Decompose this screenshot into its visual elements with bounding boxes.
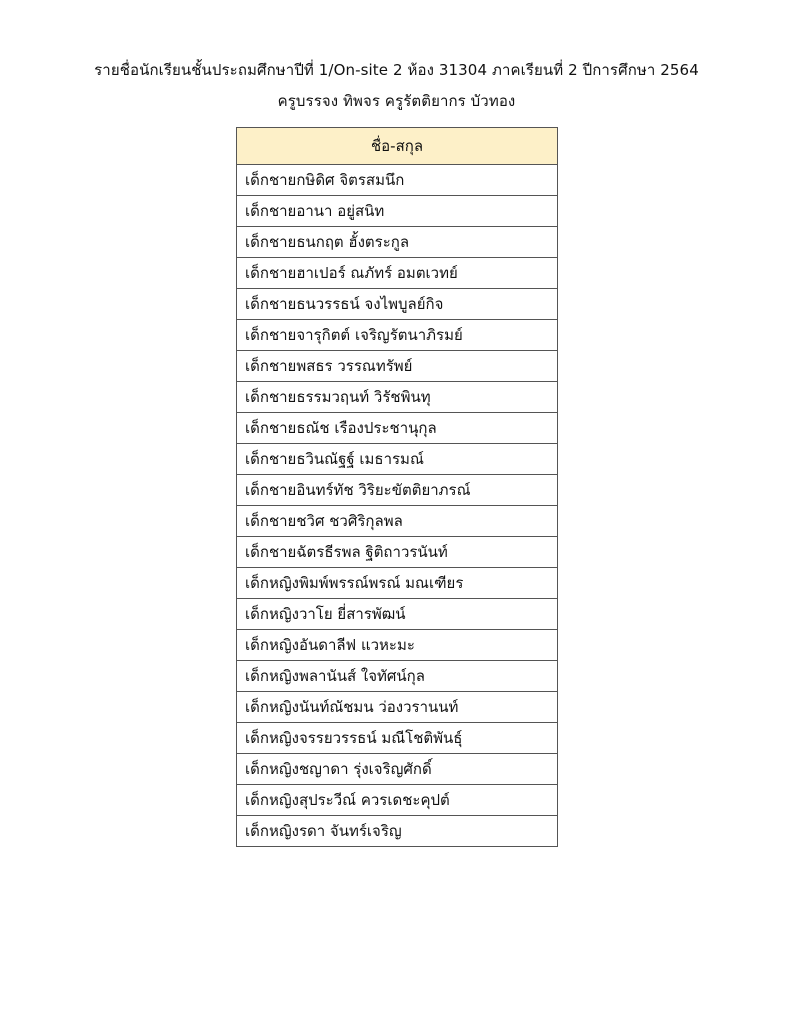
student-name-cell: เด็กหญิงจรรยวรรธน์ มณีโชติพันธุ์ xyxy=(237,723,558,754)
student-name-cell: เด็กหญิงสุประวีณ์ ควรเดชะคุปต์ xyxy=(237,785,558,816)
student-name-cell: เด็กชายฮาเปอร์ ณภัทร์ อมตเวทย์ xyxy=(237,258,558,289)
student-name-cell: เด็กชายพสธร วรรณทรัพย์ xyxy=(237,351,558,382)
table-row xyxy=(237,289,558,320)
student-name-cell: เด็กหญิงพิมพ์พรรณ์พรณ์ มณเฑียร xyxy=(237,568,558,599)
table-row xyxy=(237,816,558,847)
table-row xyxy=(237,320,558,351)
table-row xyxy=(237,537,558,568)
table-row xyxy=(237,227,558,258)
table-row xyxy=(237,196,558,227)
table-header-row xyxy=(237,128,558,165)
table-row xyxy=(237,568,558,599)
student-name-cell: เด็กหญิงนันท์ณัชมน ว่องวรานนท์ xyxy=(237,692,558,723)
student-name-cell: เด็กชายจารุกิตต์ เจริญรัตนาภิรมย์ xyxy=(237,320,558,351)
table-row xyxy=(237,413,558,444)
table-row xyxy=(237,723,558,754)
student-name-cell: เด็กชายธนวรรธน์ จงไพบูลย์กิจ xyxy=(237,289,558,320)
student-name-cell: เด็กชายธรรมวฤนท์ วิรัชพินทุ xyxy=(237,382,558,413)
teachers-line: ครูบรรจง ทิพจร ครูรัตติยากร บัวทอง xyxy=(277,92,516,110)
student-name-cell: เด็กชายอานา อยู่สนิท xyxy=(237,196,558,227)
student-name-cell: เด็กชายกษิดิศ จิตรสมนึก xyxy=(237,165,558,196)
column-header-name: ชื่อ-สกุล xyxy=(237,128,558,165)
table-row xyxy=(237,661,558,692)
table-row xyxy=(237,382,558,413)
student-name-cell: เด็กหญิงอันดาลีฟ แวหะมะ xyxy=(237,630,558,661)
table-row xyxy=(237,165,558,196)
table-row xyxy=(237,630,558,661)
student-name-cell: เด็กหญิงรดา จันทร์เจริญ xyxy=(237,816,558,847)
page-title: รายชื่อนักเรียนชั้นประถมศึกษาปีที่ 1/On-site 2 ห้อง 31304 ภาคเรียนที่ 2 ปีการศึกษา 2564 xyxy=(94,61,699,79)
student-name-cell: เด็กชายชวิศ ชวศิริกุลพล xyxy=(237,506,558,537)
table-row xyxy=(237,444,558,475)
student-name-cell: เด็กชายธวินณัฐฐ์ เมธารมณ์ xyxy=(237,444,558,475)
table-row xyxy=(237,351,558,382)
student-name-cell: เด็กหญิงพลานันส์ ใจทัศน์กุล xyxy=(237,661,558,692)
student-name-cell: เด็กชายธณัช เรืองประชานุกุล xyxy=(237,413,558,444)
table-row xyxy=(237,258,558,289)
student-name-cell: เด็กหญิงชญาดา รุ่งเจริญศักดิ์ xyxy=(237,754,558,785)
table-row xyxy=(237,692,558,723)
student-name-cell: เด็กชายธนกฤต ฮั้งตระกูล xyxy=(237,227,558,258)
table-row xyxy=(237,506,558,537)
table-row xyxy=(237,599,558,630)
student-name-cell: เด็กหญิงวาโย ยี่สารพัฒน์ xyxy=(237,599,558,630)
student-name-cell: เด็กชายอินทร์ทัช วิริยะขัตติยาภรณ์ xyxy=(237,475,558,506)
table-row xyxy=(237,785,558,816)
table-row xyxy=(237,475,558,506)
student-name-cell: เด็กชายฉัตรธีรพล ฐิติถาวรนันท์ xyxy=(237,537,558,568)
table-row xyxy=(237,754,558,785)
student-name-table xyxy=(236,127,558,847)
